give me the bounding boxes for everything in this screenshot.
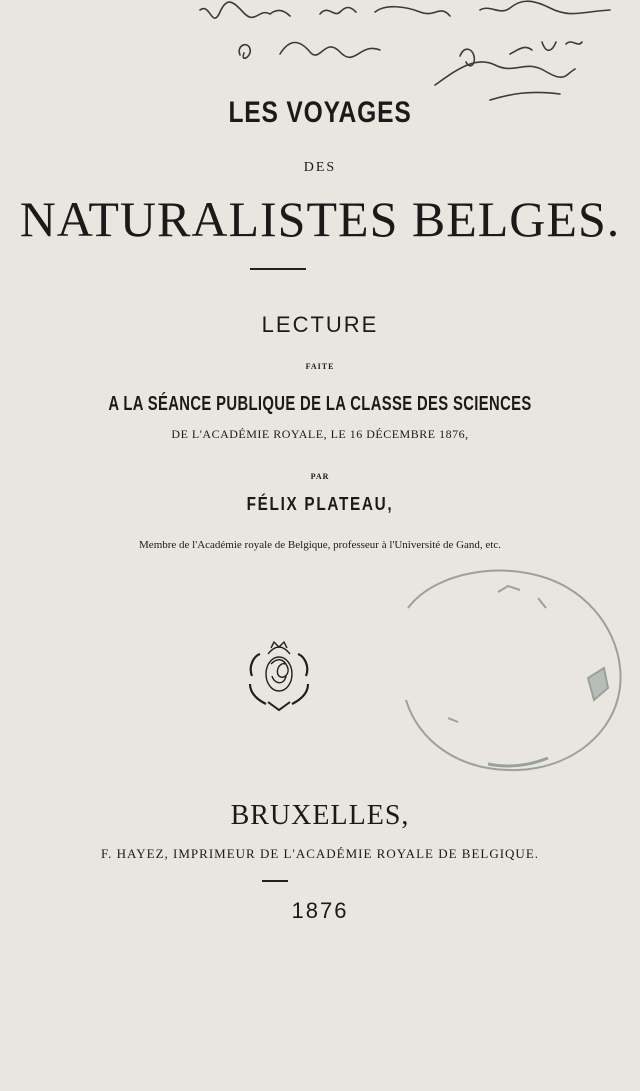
subtitle-faite: FAITE bbox=[305, 362, 335, 371]
subtitle-lecture: LECTURE bbox=[261, 312, 379, 337]
title-line-des: DES bbox=[303, 160, 337, 175]
subtitle-seance: A LA SÉANCE PUBLIQUE DE LA CLASSE DES SCIENCES bbox=[108, 393, 532, 415]
royal-monogram-emblem-icon bbox=[238, 636, 320, 718]
title-divider bbox=[250, 268, 306, 270]
imprint-city: BRUXELLES, bbox=[230, 800, 410, 831]
subtitle-academie: DE L'ACADÉMIE ROYALE, LE 16 DÉCEMBRE 1876, bbox=[171, 427, 469, 441]
library-stamp-icon bbox=[378, 568, 640, 788]
imprint-divider bbox=[262, 880, 288, 882]
author-affiliation: Membre de l'Académie royale de Belgique, professeur à l'Université de Gand, etc. bbox=[139, 539, 501, 551]
handwritten-dedication-icon bbox=[190, 0, 640, 105]
imprint-year: 1876 bbox=[291, 898, 349, 923]
title-line-naturalistes: NATURALISTES BELGES. bbox=[19, 191, 621, 247]
author-par: PAR bbox=[310, 472, 330, 481]
title-line-voyages: LES VOYAGES bbox=[228, 96, 412, 129]
author-name: FÉLIX PLATEAU, bbox=[246, 494, 394, 514]
imprint-printer: F. HAYEZ, IMPRIMEUR DE L'ACADÉMIE ROYALE DE BELGIQUE. bbox=[100, 846, 540, 861]
